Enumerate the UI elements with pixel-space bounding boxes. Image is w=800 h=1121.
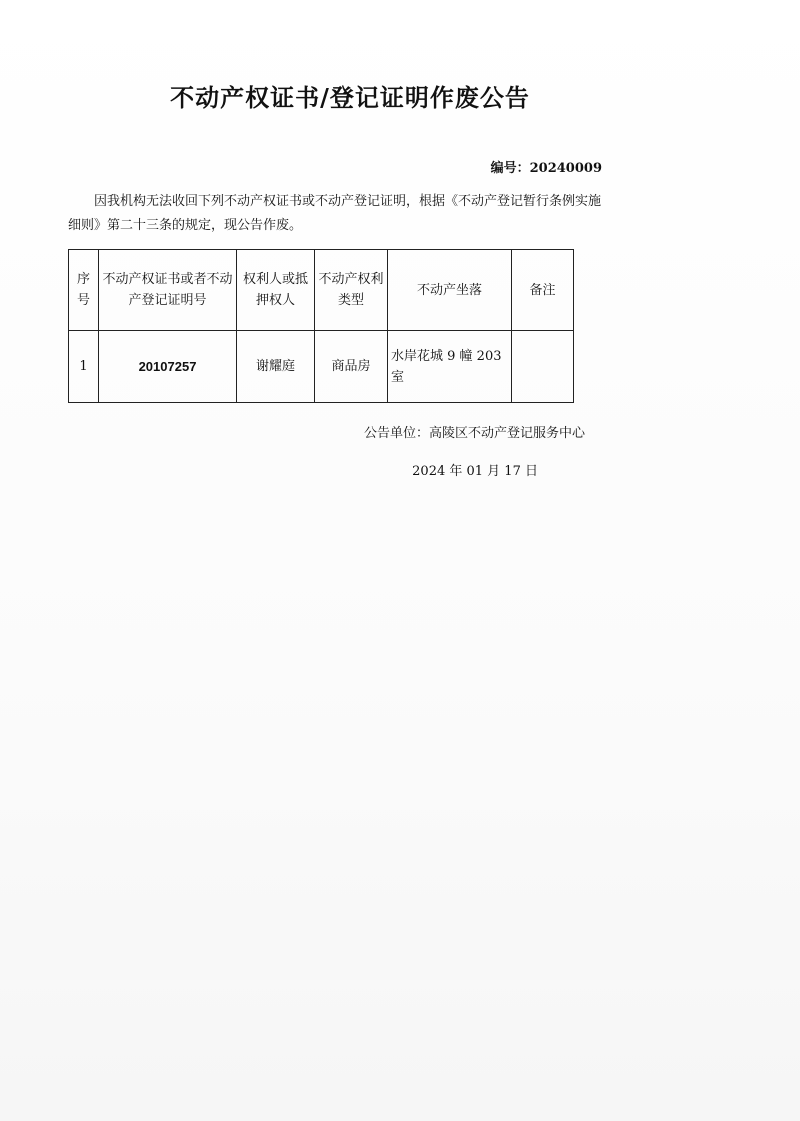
issue-date: 2024 年 01 月 17 日 xyxy=(412,464,538,479)
cell-right-type: 商品房 xyxy=(315,331,388,403)
header-holder: 权利人或抵押权人 xyxy=(237,250,315,331)
issuer-line: 公告单位：高陵区不动产登记服务中心 xyxy=(363,426,585,441)
document-title: 不动产权证书/登记证明作废公告 xyxy=(170,83,530,112)
cell-holder: 谢耀庭 xyxy=(237,331,315,403)
cell-seq: 1 xyxy=(69,331,99,403)
header-remark: 备注 xyxy=(512,250,574,331)
cell-remark xyxy=(512,331,574,403)
table-header-row xyxy=(69,250,574,331)
header-right-type: 不动产权利类型 xyxy=(315,250,388,331)
document-number: 编号：20240009 xyxy=(490,161,602,176)
header-location: 不动产坐落 xyxy=(388,250,512,331)
records-table xyxy=(68,249,574,403)
cell-location: 水岸花城 9 幢 203 室 xyxy=(388,331,512,403)
intro-paragraph: 因我机构无法收回下列不动产权证书或不动产登记证明，根据《不动产登记暂行条例实施细则》第二十三条的规定，现公告作废。 xyxy=(68,194,602,233)
header-seq: 序号 xyxy=(69,250,99,331)
cell-cert-no: 20107257 xyxy=(99,331,237,403)
table-row xyxy=(69,331,574,403)
header-cert-no: 不动产权证书或者不动产登记证明号 xyxy=(99,250,237,331)
